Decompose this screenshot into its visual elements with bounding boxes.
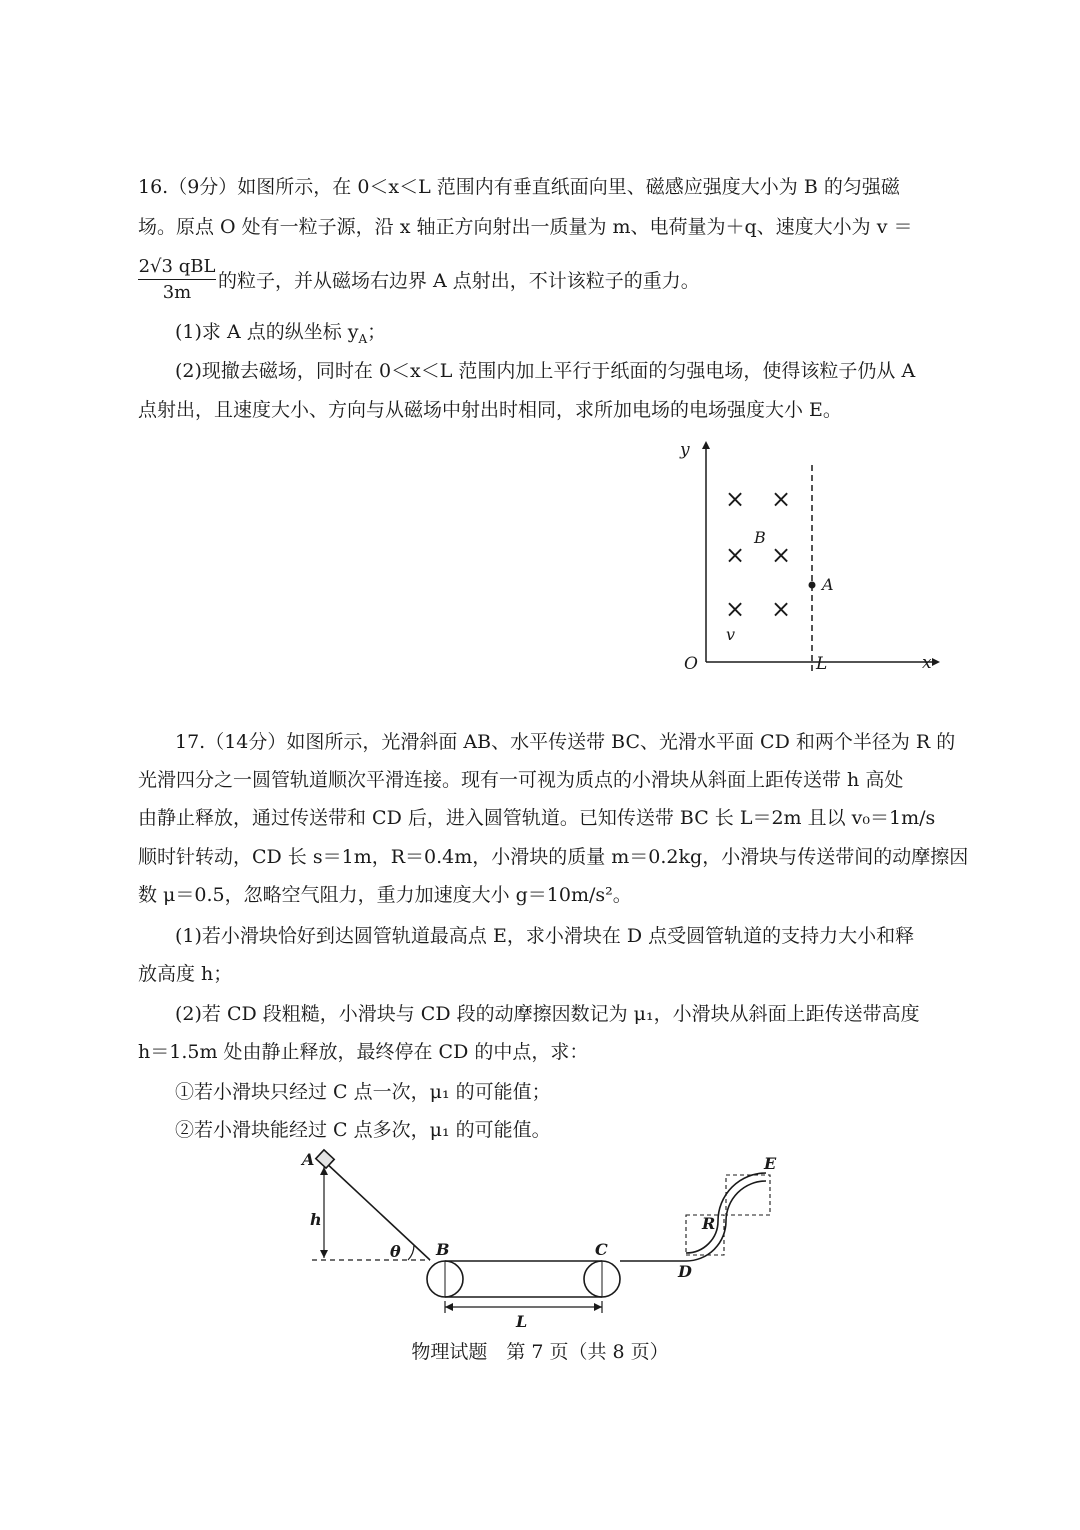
q17-sub-question-2: ②若小滑块能经过 C 点多次，μ₁ 的可能值。 — [175, 1119, 551, 1141]
label-a: A — [302, 1150, 315, 1169]
magnetic-field-figure — [670, 435, 950, 685]
cross-mark: × — [770, 595, 792, 623]
label-c: C — [595, 1240, 608, 1259]
q17-line-3: 由静止释放，通过传送带和 CD 后，进入圆管轨道。已知传送带 BC 长 L＝2m 且以 v₀＝1m/s — [138, 807, 936, 829]
q16-line-3: 的粒子，并从磁场右边界 A 点射出，不计该粒子的重力。 — [218, 270, 700, 292]
q17-part-1-line-2: 放高度 h； — [138, 963, 233, 985]
label-b: B — [436, 1240, 450, 1259]
cross-mark: × — [770, 485, 792, 513]
q17-line-4: 顺时针转动，CD 长 s＝1m，R＝0.4m，小滑块的质量 m＝0.2kg，小滑块与传送带间的动摩擦因 — [138, 846, 969, 868]
origin-label: O — [684, 654, 698, 674]
velocity-label: v — [726, 625, 736, 644]
point-a-label: A — [822, 575, 834, 594]
q17-line-2: 光滑四分之一圆管轨道顺次平滑连接。现有一可视为质点的小滑块从斜面上距传送带 h 高处 — [138, 769, 904, 791]
q17-part-2-line-2: h＝1.5m 处由静止释放，最终停在 CD 的中点，求： — [138, 1041, 589, 1063]
cross-mark: × — [724, 595, 746, 623]
q16-part-2-line-2: 点射出，且速度大小、方向与从磁场中射出时相同，求所加电场的电场强度大小 E。 — [138, 399, 842, 421]
slider-track-figure — [290, 1145, 810, 1335]
q16-line-1: 16.（9分）如图所示，在 0＜x＜L 范围内有垂直纸面向里、磁感应强度大小为 B 的匀强磁 — [138, 176, 900, 198]
l-label: L — [816, 654, 828, 674]
q16-line-2: 场。原点 O 处有一粒子源，沿 x 轴正方向射出一质量为 m、电荷量为＋q、速度大小为 v ＝ — [138, 216, 913, 238]
label-theta: θ — [390, 1242, 401, 1261]
label-h: h — [310, 1210, 322, 1229]
x-axis-label: x — [922, 653, 932, 673]
cross-mark: × — [724, 485, 746, 513]
q16-part-1-end: ； — [367, 321, 387, 343]
velocity-fraction — [138, 256, 216, 303]
q17-line-1: 17.（14分）如图所示，光滑斜面 AB、水平传送带 BC、光滑水平面 CD 和两个半径为 R 的 — [175, 731, 956, 753]
fraction-denominator: 3m — [162, 282, 192, 303]
label-e: E — [764, 1154, 777, 1173]
label-r: R — [702, 1214, 716, 1233]
q16-part-2-line-1: (2)现撤去磁场，同时在 0＜x＜L 范围内加上平行于纸面的匀强电场，使得该粒子仍从 A — [175, 360, 916, 382]
cross-mark: × — [724, 541, 746, 569]
q16-part-1 — [175, 320, 981, 351]
page-footer: 物理试题 第 7 页（共 8 页） — [411, 1341, 669, 1363]
cross-mark: × — [770, 541, 792, 569]
slider-block — [316, 1150, 334, 1168]
label-l: L — [516, 1312, 528, 1331]
y-axis-label: y — [680, 440, 690, 460]
label-d: D — [678, 1262, 692, 1281]
q16-part-1-sub: A — [358, 331, 368, 346]
fraction-numerator: 2√3 qBL — [138, 256, 216, 280]
point-a-dot — [809, 582, 816, 589]
q16-part-1-text: (1)求 A 点的纵坐标 y — [175, 321, 359, 343]
q17-sub-question-1: ①若小滑块只经过 C 点一次，μ₁ 的可能值； — [175, 1081, 551, 1103]
q17-part-2-line-1: (2)若 CD 段粗糙，小滑块与 CD 段的动摩擦因数记为 μ₁，小滑块从斜面上距传送带高度 — [175, 1003, 920, 1025]
q17-line-5: 数 μ＝0.5，忽略空气阻力，重力加速度大小 g＝10m/s²。 — [138, 884, 632, 906]
b-field-label: B — [754, 528, 766, 547]
q17-part-1-line-1: (1)若小滑块恰好到达圆管轨道最高点 E，求小滑块在 D 点受圆管轨道的支持力大小和释 — [175, 925, 915, 947]
